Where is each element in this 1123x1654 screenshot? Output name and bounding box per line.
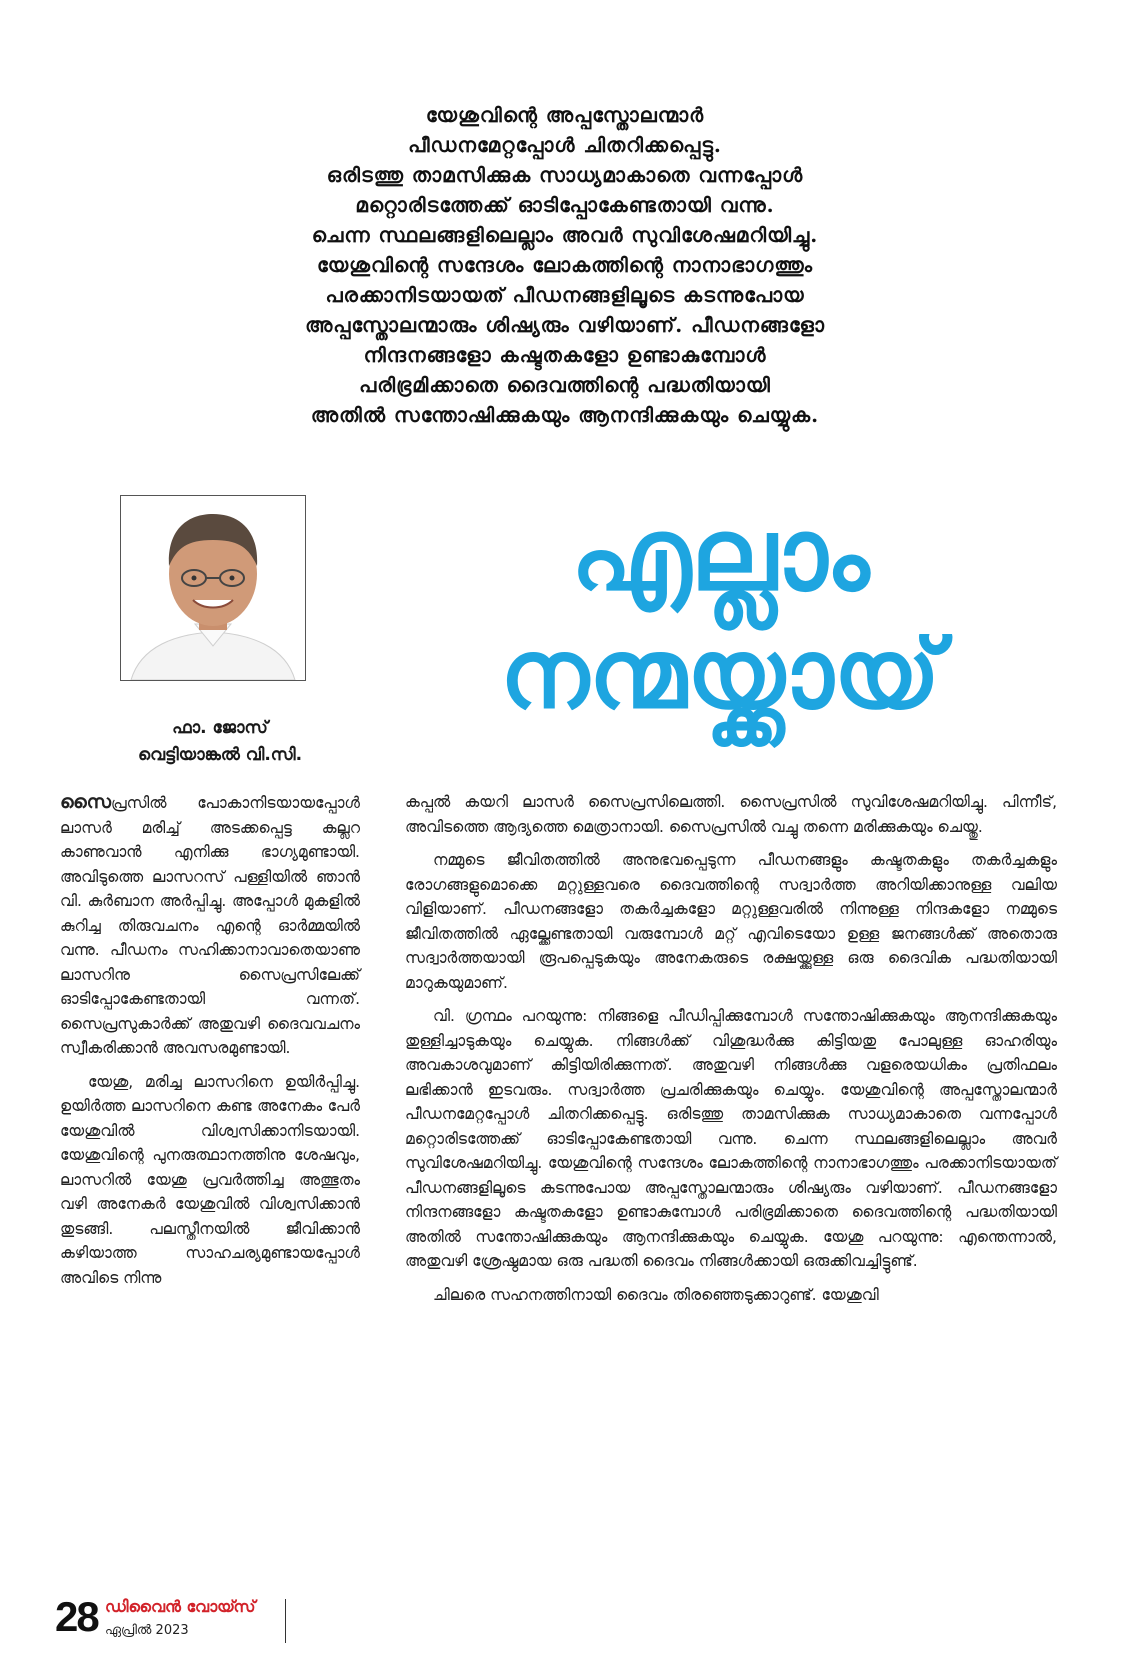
intro-line: പരിഭ്രമിക്കാതെ ദൈവത്തിന്റെ പദ്ധതിയായി [359,373,771,397]
paragraph: നമ്മുടെ ജീവിതത്തിൽ അനുഭവപ്പെടുന്ന പീഡനങ്ങളും കഷ്ടതകളും തകർച്ചകളും രോഗങ്ങളുമൊക്കെ മറ്റുള്ളവരെ ദൈവത്തിന്റെ സദ്വാർത്ത അറിയിക്കാനുള്ള വലിയ വിളിയാണ്. പീഡനങ്ങളോ തകർച്ചകളോ മറ്റുള്ളവരിൽ നിന്നുള്ള നിന്ദകളോ നമ്മുടെ ജീവിതത്തിൽ ഏല്ക്കേണ്ടതായി വരുമ്പോൾ മറ്റ് എവിടെയോ ഉള്ള ജനങ്ങൾക്ക് അതൊരു സദ്വാർത്തയായി രൂപപ്പെടുകയും അനേകരുടെ രക്ഷയ്ക്കുള്ള ഒരു ദൈവിക പദ്ധതിയായി മാറുകയുമാണ്. [405,851,1057,992]
intro-line: ഒരിടത്തു താമസിക്കുക സാധ്യമാകാതെ വന്നപ്പോൾ [326,163,804,187]
page-number: 28 [55,1593,98,1640]
author-name-line1: ഫാ. ജോസ് [172,718,268,738]
intro-line: പീഡനമേറ്റപ്പോൾ ചിതറിക്കപ്പെട്ടു. [408,133,722,157]
author-photo [120,495,306,681]
left-column [60,790,360,1299]
title-line1: എല്ലാം [570,496,870,613]
drop-word: സൈ [60,791,112,813]
article-title [420,495,1020,733]
intro-line: ചെന്ന സ്ഥലങ്ങളിലെല്ലാം അവർ സുവിശേഷമറിയിച്ചു. [311,223,819,247]
intro-line: പരക്കാനിടയായത് പീഡനങ്ങളിലൂടെ കടന്നുപോയ [325,283,805,307]
intro-line: അതിൽ സന്തോഷിക്കുകയും ആനന്ദിക്കുകയും ചെയ്യുക. [310,403,820,427]
paragraph-text: പ്രസിൽ പോകാനിടയായപ്പോൾ ലാസർ മരിച്ച് അടക്കപ്പെട്ട കല്ലറ കാണുവാൻ എനിക്കു ഭാഗ്യമുണ്ടായി. അവിടുത്തെ ലാസറസ് പള്ളിയിൽ ഞാൻ വി. കുർബാന അർപ്പിച്ചു. അപ്പോൾ മുകളിൽ കുറിച്ച തിരുവചനം എന്റെ ഓർമ്മയിൽ വന്നു. പീഡനം സഹിക്കാനാവാതെയാണു ലാസറിനു സൈപ്രസിലേക്ക് ഓടിപ്പോകേണ്ടതായി വന്നത്. സൈപ്രസുകാർക്ക് അതുവഴി ദൈവവചനം സ്വീകരിക്കാൻ അവസരമുണ്ടായി. [60,794,360,1057]
intro-line: യേശുവിന്റെ സന്ദേശം ലോകത്തിന്റെ നാനാഭാഗത്തും [317,253,813,277]
right-column [405,790,1057,1316]
paragraph: വി. ഗ്രന്ഥം പറയുന്നു: നിങ്ങളെ പീഡിപ്പിക്കുമ്പോൾ സന്തോഷിക്കുകയും ആനന്ദിക്കുകയും തുള്ളിച്ചാടുകയും ചെയ്യുക. നിങ്ങൾക്ക് വിശുദ്ധർക്കു കിട്ടിയതു പോലുള്ള ഓഹരിയും അവകാശവുമാണ് കിട്ടിയിരിക്കുന്നത്. അതുവഴി നിങ്ങൾക്കു വളരെയധികം പ്രതിഫലം ലഭിക്കാൻ ഇടവരും. സദ്വാർത്ത പ്രചരിക്കുകയും ചെയ്യും. യേശുവിന്റെ അപ്പസ്തോലന്മാർ പീഡനമേറ്റപ്പോൾ ചിതറിക്കപ്പെട്ടു. ഒരിടത്തു താമസിക്കുക സാധ്യമാകാതെ വന്നപ്പോൾ മറ്റൊരിടത്തേക്ക് ഓടിപ്പോകേണ്ടതായി വന്നു. ചെന്ന സ്ഥലങ്ങളിലെല്ലാം അവർ സുവിശേഷമറിയിച്ചു. യേശുവിന്റെ സന്ദേശം ലോകത്തിന്റെ നാനാഭാഗത്തും പരക്കാനിടയായത് പീഡനങ്ങളിലൂടെ കടന്നുപോയ അപ്പസ്തോലന്മാരും ശിഷ്യരും വഴിയാണ്. പീഡനങ്ങളോ നിന്ദനങ്ങളോ കഷ്ടതകളോ ഉണ്ടാകുമ്പോൾ പരിഭ്രമിക്കാതെ ദൈവത്തിന്റെ പദ്ധതിയായി അതിൽ സന്തോഷിക്കുകയും ആനന്ദിക്കുകയും ചെയ്യുക. യേശു പറയുന്നു: എന്തെന്നാൽ, അതുവഴി ശ്രേഷ്ഠമായ ഒരു പദ്ധതി ദൈവം നിങ്ങൾക്കായി ഒരുക്കിവച്ചിട്ടുണ്ട്. [405,1007,1057,1270]
author-portrait-image [121,496,305,680]
intro-line: നിന്ദനങ്ങളോ കഷ്ടതകളോ ഉണ്ടാകുമ്പോൾ [363,343,767,367]
author-name-line2: വെട്ടിയാങ്കൽ വി.സി. [137,745,303,765]
intro-line: അപ്പസ്തോലന്മാരും ശിഷ്യരും വഴിയാണ്. പീഡനങ്ങളോ [305,313,825,337]
author-byline [110,715,330,769]
intro-quote [150,100,980,430]
magazine-name: ഡിവൈൻ വോയ്സ് [105,1597,256,1616]
title-line2: നന്മയ്ക്കായ് [499,618,941,730]
footer-divider [285,1599,286,1643]
issue-date: ഏപ്രിൽ 2023 [105,1623,189,1638]
paragraph: യേശു, മരിച്ച ലാസറിനെ ഉയിർപ്പിച്ചു. ഉയിർത്ത ലാസറിനെ കണ്ട അനേകം പേർ യേശുവിൽ വിശ്വസിക്കാനിടയായി. യേശുവിന്റെ പുനരുത്ഥാനത്തിനു ശേഷവും, ലാസറിൽ യേശു പ്രവർത്തിച്ച അത്ഭുതം വഴി അനേകർ യേശുവിൽ വിശ്വസിക്കാൻ തുടങ്ങി. പലസ്തീനയിൽ ജീവിക്കാൻ കഴിയാത്ത സാഹചര്യമുണ്ടായപ്പോൾ അവിടെ നിന്നു [60,1072,360,1287]
page-footer [55,1593,355,1647]
intro-line: മറ്റൊരിടത്തേക്ക് ഓടിപ്പോകേണ്ടതായി വന്നു. [355,193,775,217]
paragraph: കപ്പൽ കയറി ലാസർ സൈപ്രസിലെത്തി. സൈപ്രസിൽ സുവിശേഷമറിയിച്ചു. പിന്നീട്, അവിടത്തെ ആദ്യത്തെ മെത്രാനായി. സൈപ്രസിൽ വച്ചു തന്നെ മരിക്കുകയും ചെയ്തു. [405,793,1057,836]
intro-line: യേശുവിന്റെ അപ്പസ്തോലന്മാർ [425,103,705,127]
paragraph: ചിലരെ സഹനത്തിനായി ദൈവം തിരഞ്ഞെടുക്കാറുണ്ട്. യേശുവി [433,1285,879,1304]
paragraph [60,790,360,1061]
